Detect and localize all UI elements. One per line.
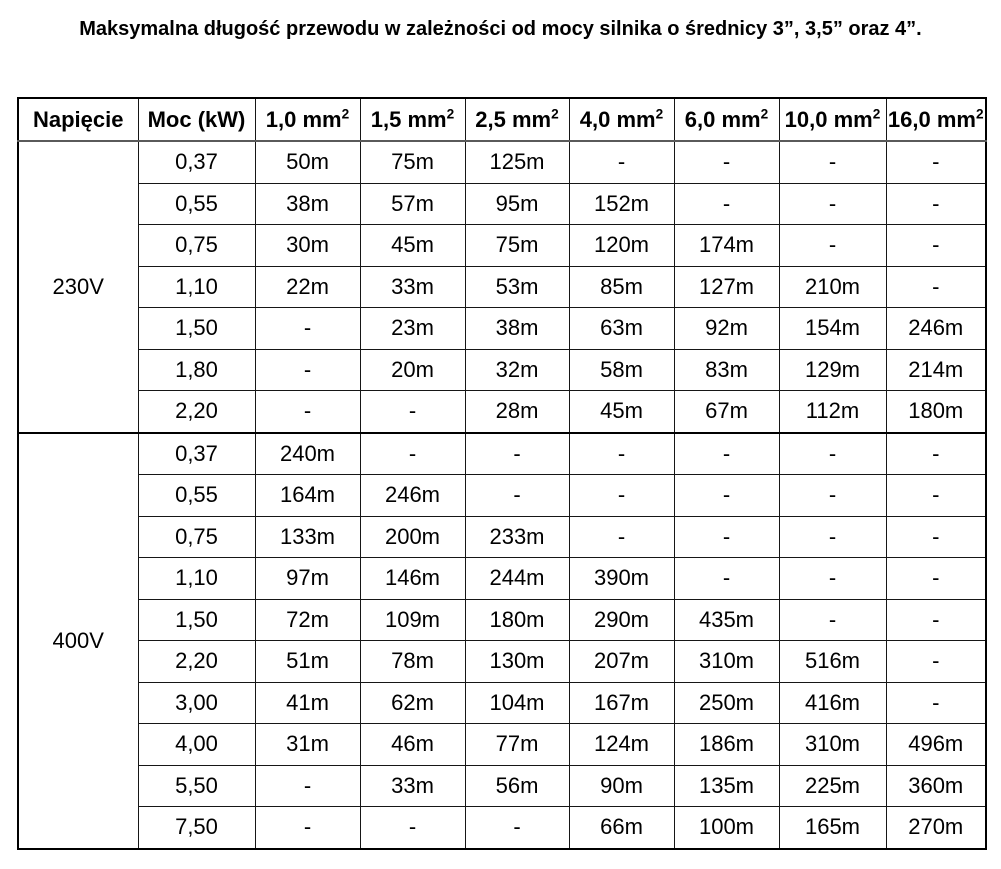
table-row [18, 641, 986, 683]
length-cell: 360m [886, 765, 986, 807]
length-cell: 83m [674, 349, 779, 391]
table-row [18, 516, 986, 558]
length-cell: 38m [255, 183, 360, 225]
length-cell: 250m [674, 682, 779, 724]
length-cell: 152m [569, 183, 674, 225]
length-cell: 109m [360, 599, 465, 641]
column-header-superscript: 2 [655, 106, 664, 122]
length-cell: 180m [886, 391, 986, 433]
length-cell: - [886, 682, 986, 724]
length-cell: - [779, 141, 886, 183]
column-header-superscript: 2 [446, 106, 455, 122]
table-row [18, 599, 986, 641]
power-cell: 5,50 [138, 765, 255, 807]
length-cell: 58m [569, 349, 674, 391]
column-header-3: 1,5 $mm^2$ [360, 98, 465, 141]
length-cell: 154m [779, 308, 886, 350]
power-cell: 0,37 [138, 141, 255, 183]
power-cell: 1,10 [138, 266, 255, 308]
length-cell: 146m [360, 558, 465, 600]
length-cell: 214m [886, 349, 986, 391]
length-cell: 246m [360, 475, 465, 517]
length-cell: 435m [674, 599, 779, 641]
length-cell: 390m [569, 558, 674, 600]
length-cell: - [674, 475, 779, 517]
column-header-0: Napięcie [18, 98, 138, 141]
table-row [18, 724, 986, 766]
length-cell: - [886, 599, 986, 641]
length-cell: - [255, 391, 360, 433]
length-cell: 112m [779, 391, 886, 433]
table-row [18, 765, 986, 807]
length-cell: - [569, 516, 674, 558]
table-row [18, 807, 986, 849]
length-cell: 174m [674, 225, 779, 267]
length-cell: 244m [465, 558, 569, 600]
length-cell: 125m [465, 141, 569, 183]
power-cell: 2,20 [138, 641, 255, 683]
header-row [18, 98, 986, 141]
length-cell: 72m [255, 599, 360, 641]
power-cell: 0,55 [138, 183, 255, 225]
length-cell: 45m [569, 391, 674, 433]
length-cell: 104m [465, 682, 569, 724]
length-cell: - [886, 516, 986, 558]
power-cell: 1,80 [138, 349, 255, 391]
length-cell: - [779, 599, 886, 641]
length-cell: - [779, 475, 886, 517]
length-cell: 23m [360, 308, 465, 350]
length-cell: - [779, 516, 886, 558]
power-cell: 0,55 [138, 475, 255, 517]
column-header-1: Moc (kW) [138, 98, 255, 141]
length-cell: - [886, 266, 986, 308]
length-cell: 78m [360, 641, 465, 683]
length-cell: 240m [255, 433, 360, 475]
length-cell: - [255, 308, 360, 350]
column-header-superscript: 2 [872, 106, 881, 122]
length-cell: - [360, 807, 465, 849]
length-cell: - [465, 475, 569, 517]
table-row [18, 183, 986, 225]
page-title: Maksymalna długość przewodu w zależności od mocy silnika o średnicy 3”, 3,5” oraz 4”. [79, 18, 922, 40]
length-cell: 97m [255, 558, 360, 600]
length-cell: 45m [360, 225, 465, 267]
length-cell: 75m [465, 225, 569, 267]
length-cell: 75m [360, 141, 465, 183]
length-cell: 63m [569, 308, 674, 350]
length-cell: 416m [779, 682, 886, 724]
length-cell: 200m [360, 516, 465, 558]
length-cell: 270m [886, 807, 986, 849]
length-cell: - [886, 225, 986, 267]
power-cell: 0,75 [138, 516, 255, 558]
power-cell: 1,10 [138, 558, 255, 600]
column-header-superscript: 2 [341, 106, 350, 122]
power-cell: 7,50 [138, 807, 255, 849]
length-cell: 38m [465, 308, 569, 350]
length-cell: 130m [465, 641, 569, 683]
length-cell: - [779, 183, 886, 225]
length-cell: - [255, 765, 360, 807]
length-cell: - [674, 183, 779, 225]
length-cell: 233m [465, 516, 569, 558]
length-cell: - [465, 433, 569, 475]
power-cell: 0,75 [138, 225, 255, 267]
length-cell: 135m [674, 765, 779, 807]
table-row [18, 475, 986, 517]
length-cell: 95m [465, 183, 569, 225]
column-header-4: 2,5 $mm^2$ [465, 98, 569, 141]
voltage-cell: 400V [18, 433, 138, 849]
length-cell: 62m [360, 682, 465, 724]
length-cell: 164m [255, 475, 360, 517]
length-cell: 77m [465, 724, 569, 766]
length-cell: 246m [886, 308, 986, 350]
length-cell: 56m [465, 765, 569, 807]
table-row [18, 225, 986, 267]
length-cell: 133m [255, 516, 360, 558]
length-cell: - [779, 433, 886, 475]
column-header-5: 4,0 $mm^2$ [569, 98, 674, 141]
length-cell: 207m [569, 641, 674, 683]
length-cell: 167m [569, 682, 674, 724]
length-cell: - [674, 433, 779, 475]
length-cell: 180m [465, 599, 569, 641]
voltage-cell: 230V [18, 141, 138, 433]
table-row [18, 433, 986, 475]
length-cell: - [886, 183, 986, 225]
length-cell: - [886, 475, 986, 517]
length-cell: - [569, 475, 674, 517]
length-cell: - [255, 807, 360, 849]
length-cell: - [674, 558, 779, 600]
length-cell: 290m [569, 599, 674, 641]
length-cell: - [886, 641, 986, 683]
table-row [18, 349, 986, 391]
power-cell: 4,00 [138, 724, 255, 766]
column-header-2: 1,0 $mm^2$ [255, 98, 360, 141]
length-cell: - [674, 141, 779, 183]
length-cell: 50m [255, 141, 360, 183]
length-cell: 46m [360, 724, 465, 766]
length-cell: - [569, 433, 674, 475]
length-cell: - [886, 558, 986, 600]
length-cell: 66m [569, 807, 674, 849]
column-header-8: 16,0 $mm^2$ [886, 98, 986, 141]
length-cell: 92m [674, 308, 779, 350]
length-cell: 127m [674, 266, 779, 308]
length-cell: 53m [465, 266, 569, 308]
length-cell: 51m [255, 641, 360, 683]
length-cell: 496m [886, 724, 986, 766]
column-header-7: 10,0 $mm^2$ [779, 98, 886, 141]
length-cell: 85m [569, 266, 674, 308]
length-cell: 67m [674, 391, 779, 433]
length-cell: 516m [779, 641, 886, 683]
length-cell: - [360, 433, 465, 475]
length-cell: 124m [569, 724, 674, 766]
length-cell: - [779, 558, 886, 600]
length-cell: - [779, 225, 886, 267]
length-cell: 32m [465, 349, 569, 391]
length-cell: - [886, 433, 986, 475]
column-header-superscript: 2 [760, 106, 769, 122]
cable-length-table [17, 97, 987, 850]
length-cell: 33m [360, 765, 465, 807]
length-cell: 30m [255, 225, 360, 267]
table-row [18, 266, 986, 308]
length-cell: 41m [255, 682, 360, 724]
length-cell: 210m [779, 266, 886, 308]
table-row [18, 308, 986, 350]
length-cell: 186m [674, 724, 779, 766]
length-cell: 310m [674, 641, 779, 683]
length-cell: 28m [465, 391, 569, 433]
table-row [18, 558, 986, 600]
length-cell: - [569, 141, 674, 183]
length-cell: 57m [360, 183, 465, 225]
length-cell: - [360, 391, 465, 433]
length-cell: 165m [779, 807, 886, 849]
table-row [18, 141, 986, 183]
column-header-6: 6,0 $mm^2$ [674, 98, 779, 141]
length-cell: 129m [779, 349, 886, 391]
length-cell: - [674, 516, 779, 558]
length-cell: - [465, 807, 569, 849]
length-cell: 100m [674, 807, 779, 849]
length-cell: 31m [255, 724, 360, 766]
length-cell: 90m [569, 765, 674, 807]
length-cell: 310m [779, 724, 886, 766]
length-cell: 33m [360, 266, 465, 308]
table-row [18, 391, 986, 433]
length-cell: 225m [779, 765, 886, 807]
power-cell: 1,50 [138, 599, 255, 641]
power-cell: 1,50 [138, 308, 255, 350]
power-cell: 2,20 [138, 391, 255, 433]
column-header-superscript: 2 [975, 106, 984, 122]
power-cell: 0,37 [138, 433, 255, 475]
table-row [18, 682, 986, 724]
length-cell: 120m [569, 225, 674, 267]
length-cell: 22m [255, 266, 360, 308]
table-body [18, 141, 986, 849]
length-cell: - [886, 141, 986, 183]
column-header-superscript: 2 [551, 106, 559, 122]
length-cell: 20m [360, 349, 465, 391]
table-header [18, 98, 986, 141]
length-cell: - [255, 349, 360, 391]
power-cell: 3,00 [138, 682, 255, 724]
